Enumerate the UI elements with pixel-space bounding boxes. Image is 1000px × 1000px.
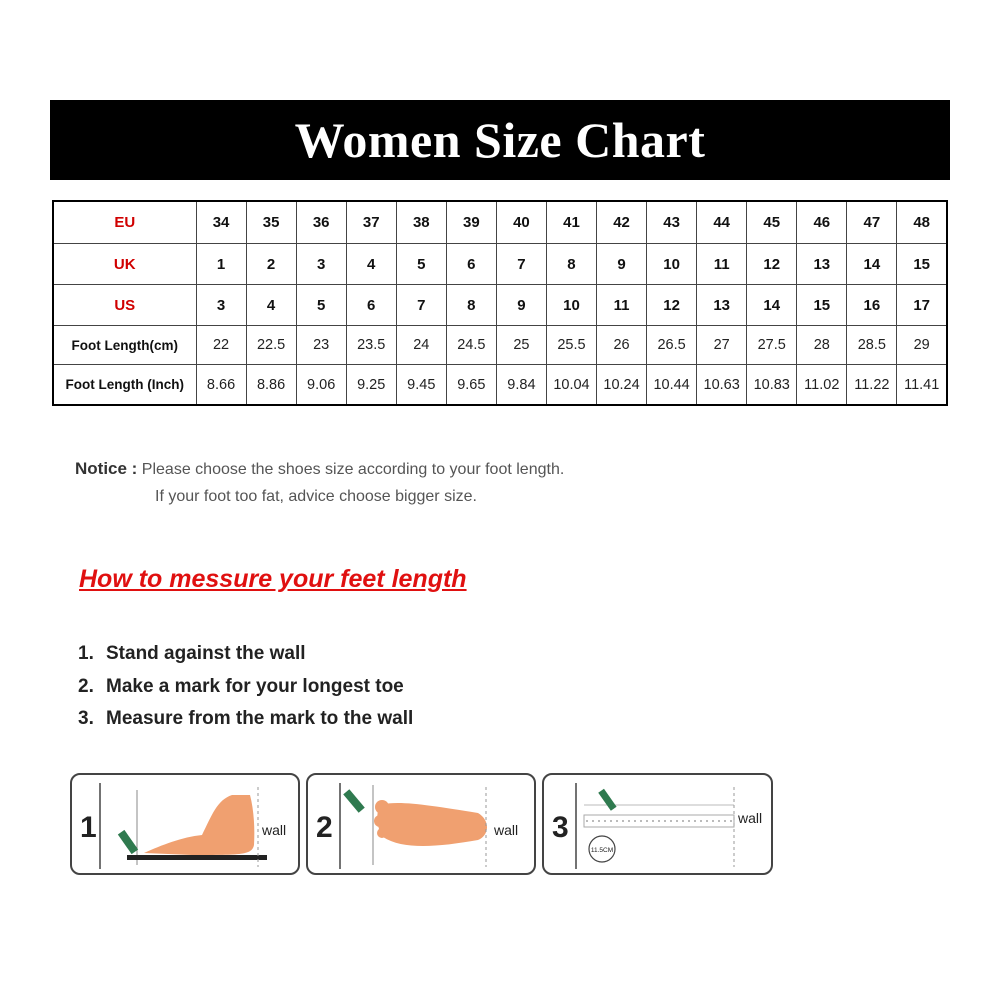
table-cell: 15	[897, 243, 947, 284]
table-cell: 4	[246, 285, 296, 326]
table-cell: 28.5	[847, 326, 897, 365]
table-cell: 17	[897, 285, 947, 326]
table-row	[53, 285, 947, 326]
row-label: UK	[53, 243, 196, 284]
row-label: EU	[53, 201, 196, 243]
table-cell: 48	[897, 201, 947, 243]
table-cell: 22.5	[246, 326, 296, 365]
wall-label: wall	[738, 810, 763, 826]
title-bar	[50, 100, 950, 180]
table-cell: 5	[296, 285, 346, 326]
step-number: 1	[80, 811, 97, 844]
table-row	[53, 326, 947, 365]
table-cell: 35	[246, 201, 296, 243]
table-cell: 27	[697, 326, 747, 365]
table-cell: 14	[747, 285, 797, 326]
foot-icon	[144, 795, 254, 855]
table-cell: 23.5	[346, 326, 396, 365]
step-number: 2	[316, 811, 333, 844]
table-cell: 12	[747, 243, 797, 284]
table-cell: 3	[296, 243, 346, 284]
table-row	[53, 243, 947, 284]
step-2-illustration	[308, 775, 538, 877]
table-cell: 6	[346, 285, 396, 326]
table-row	[53, 365, 947, 405]
table-cell: 44	[697, 201, 747, 243]
table-cell: 43	[647, 201, 697, 243]
table-cell: 8	[546, 243, 596, 284]
table-cell: 24.5	[446, 326, 496, 365]
pen-icon	[343, 789, 365, 813]
list-item: 2. Make a mark for your longest toe	[78, 675, 404, 697]
table-cell: 12	[647, 285, 697, 326]
step-3-illustration	[544, 775, 775, 877]
table-cell: 27.5	[747, 326, 797, 365]
table-cell: 10	[546, 285, 596, 326]
table-cell: 9.45	[396, 365, 446, 405]
steps-list	[78, 640, 413, 738]
table-cell: 11	[697, 243, 747, 284]
table-cell: 22	[196, 326, 246, 365]
table-cell: 11.22	[847, 365, 897, 405]
table-cell: 28	[797, 326, 847, 365]
wall-label: wall	[494, 822, 519, 838]
table-cell: 25	[496, 326, 546, 365]
table-cell: 9.65	[446, 365, 496, 405]
table-cell: 3	[196, 285, 246, 326]
table-cell: 10.04	[546, 365, 596, 405]
table-cell: 37	[346, 201, 396, 243]
table-cell: 8.66	[196, 365, 246, 405]
wall-label: wall	[262, 822, 287, 838]
list-item: 3. Measure from the mark to the wall	[78, 708, 414, 729]
table-cell: 29	[897, 326, 947, 365]
table-cell: 10.24	[597, 365, 647, 405]
table-cell: 8.86	[246, 365, 296, 405]
table-cell: 11.41	[897, 365, 947, 405]
step-3-panel	[542, 773, 773, 875]
notice-line-2: If your foot too fat, advice choose bigger size.	[155, 488, 477, 505]
table-cell: 9.84	[496, 365, 546, 405]
row-label: Foot Length(cm)	[53, 326, 196, 365]
table-cell: 10	[647, 243, 697, 284]
pen-icon	[598, 789, 616, 811]
table-cell: 39	[446, 201, 496, 243]
table-cell: 9.06	[296, 365, 346, 405]
table-cell: 16	[847, 285, 897, 326]
table-cell: 1	[196, 243, 246, 284]
step-number: 3	[552, 811, 569, 844]
table-cell: 36	[296, 201, 346, 243]
table-cell: 13	[797, 243, 847, 284]
table-cell: 7	[496, 243, 546, 284]
measure-illustrations	[70, 773, 775, 875]
table-cell: 15	[797, 285, 847, 326]
table-cell: 10.83	[747, 365, 797, 405]
table-cell: 38	[396, 201, 446, 243]
table-cell: 41	[546, 201, 596, 243]
step-1-illustration	[72, 775, 302, 877]
step-2-panel	[306, 773, 536, 875]
table-cell: 2	[246, 243, 296, 284]
table-cell: 4	[346, 243, 396, 284]
table-cell: 45	[747, 201, 797, 243]
size-chart-table	[52, 200, 948, 406]
table-cell: 10.44	[647, 365, 697, 405]
notice	[75, 455, 564, 510]
table-cell: 10.63	[697, 365, 747, 405]
pen-icon	[118, 830, 138, 854]
table-cell: 34	[196, 201, 246, 243]
table-cell: 7	[396, 285, 446, 326]
table-cell: 9	[496, 285, 546, 326]
table-cell: 26.5	[647, 326, 697, 365]
table-cell: 26	[597, 326, 647, 365]
table-cell: 6	[446, 243, 496, 284]
table-cell: 40	[496, 201, 546, 243]
table-cell: 14	[847, 243, 897, 284]
notice-label: Notice :	[75, 459, 138, 478]
list-item: 1. Stand against the wall	[78, 643, 306, 664]
table-cell: 9.25	[346, 365, 396, 405]
table-cell: 11.02	[797, 365, 847, 405]
row-label: Foot Length (Inch)	[53, 365, 196, 405]
howto-heading: How to messure your feet length	[79, 565, 467, 593]
step-1-panel	[70, 773, 300, 875]
notice-line-1: Please choose the shoes size according to your foot length.	[141, 461, 565, 478]
page-title: Women Size Chart	[294, 112, 706, 168]
table-cell: 9	[597, 243, 647, 284]
table-cell: 5	[396, 243, 446, 284]
table-cell: 25.5	[546, 326, 596, 365]
table-cell: 13	[697, 285, 747, 326]
table-cell: 46	[797, 201, 847, 243]
svg-text:11.5CM: 11.5CM	[590, 847, 614, 854]
table-row	[53, 201, 947, 243]
table-cell: 42	[597, 201, 647, 243]
table-cell: 8	[446, 285, 496, 326]
table-cell: 24	[396, 326, 446, 365]
table-cell: 23	[296, 326, 346, 365]
foot-icon	[377, 803, 487, 846]
row-label: US	[53, 285, 196, 326]
table-cell: 11	[597, 285, 647, 326]
table-cell: 47	[847, 201, 897, 243]
